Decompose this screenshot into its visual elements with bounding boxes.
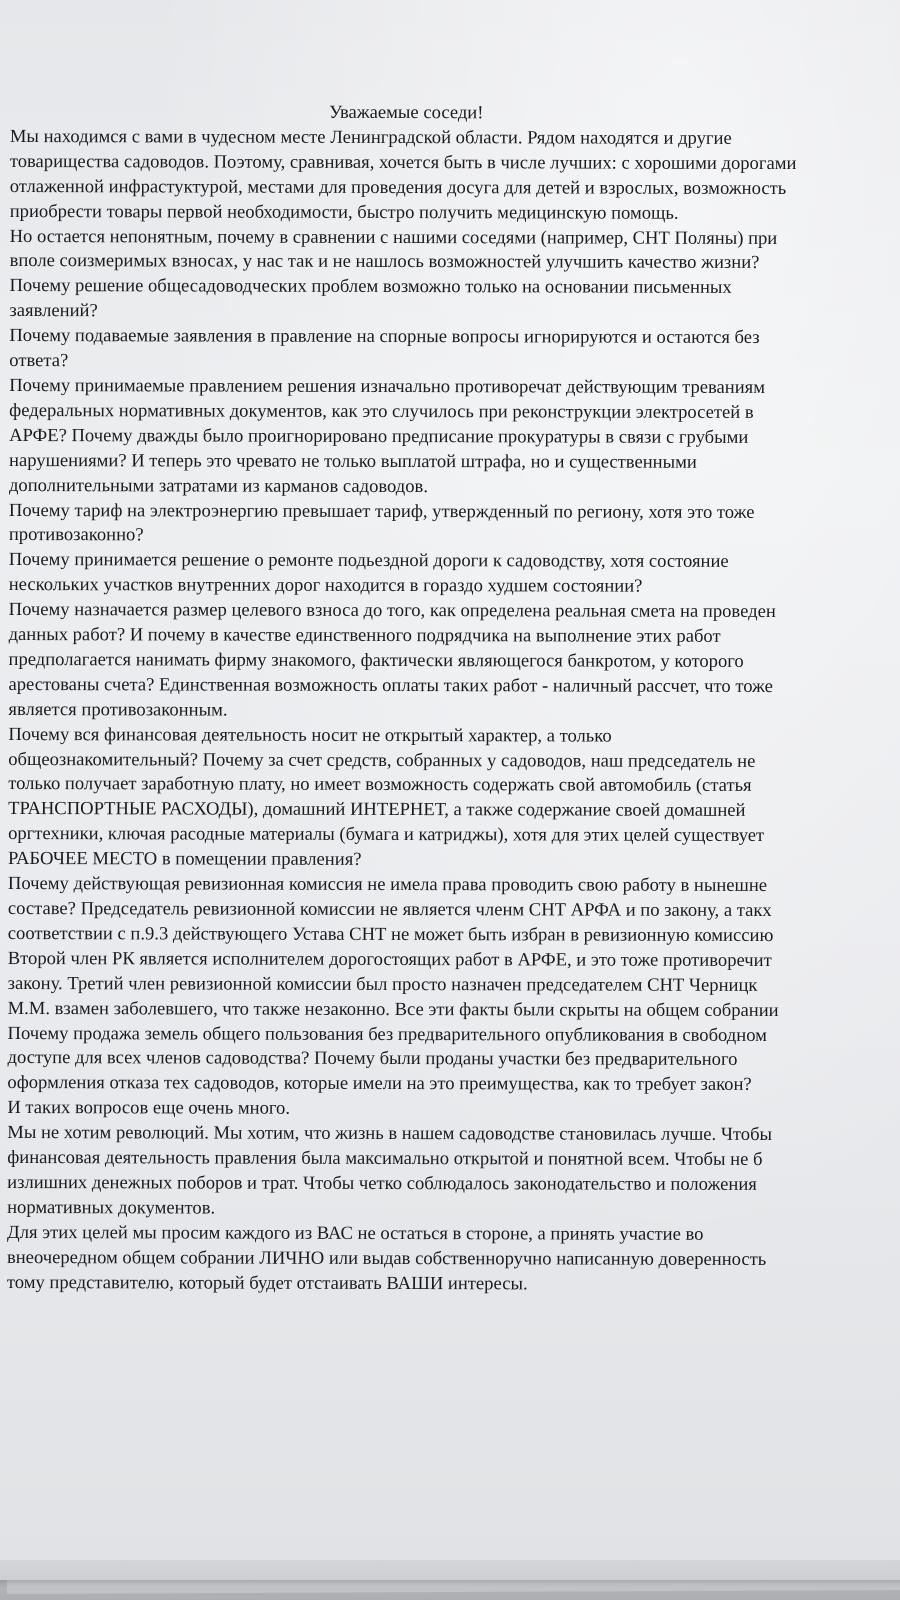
letter-line: Почему принимается решение о ремонте подьездной дороги к садоводству, хотя состояние bbox=[8, 549, 729, 573]
letter-line: только получает заработную плату, но имеет возможность содержать свой автомобиль (статья bbox=[8, 773, 752, 797]
letter-line: общеознакомительный? Почему за счет средств, собранных у садоводов, наш председатель не bbox=[8, 748, 756, 772]
letter-line: заявлений? bbox=[9, 300, 98, 322]
letter-line: Почему действующая ревизионная комиссия не имела права проводить свою работу в нынешне bbox=[7, 873, 768, 897]
letter-text bbox=[7, 100, 900, 1298]
letter-line: тому представителю, который будет отстаивать ВАШИ интересы. bbox=[6, 1271, 528, 1294]
letter-line: Почему продажа земель общего пользования без предварительного опубликования в свободном bbox=[7, 1022, 767, 1046]
letter-line: ответа? bbox=[9, 350, 69, 372]
letter-line: излишних денежных поборов и трат. Чтобы четко соблюдалось законодательство и положения bbox=[7, 1171, 757, 1195]
letter-line: финансовая деятельность правления была максимально открытой и понятной всем. Чтобы не б bbox=[7, 1147, 763, 1171]
page-bottom-edge bbox=[0, 1560, 900, 1600]
letter-line: И таких вопросов еще очень много. bbox=[7, 1097, 291, 1119]
letter-line: нескольких участков внутренних дорог находится в гораздо худшем состоянии? bbox=[8, 574, 643, 597]
letter-body bbox=[6, 100, 900, 1296]
letter-line: Мы находимся с вами в чудесном месте Ленинградской области. Рядом находятся и другие bbox=[9, 125, 732, 149]
letter-line: арестованы счета? Единственная возможность оплаты таких работ - наличный рассчет, что тоже bbox=[8, 673, 773, 697]
letter-line: составе? Председатель ревизионной комиссии не является членм СНТ АРФА и по закону, а такх bbox=[7, 897, 772, 921]
letter-line: отлаженной инфрастуктурой, местами для проведения досуга для детей и взрослых, возможность bbox=[9, 175, 787, 199]
letter-line: нормативных документов. bbox=[7, 1196, 216, 1219]
letter-line: приобрести товары первой необходимости, быстро получить медицинскую помощь. bbox=[9, 200, 679, 224]
letter-line: предполагается нанимать фирму знакомого, фактически являющегося банкротом, у которого bbox=[8, 648, 744, 672]
letter-line: оформления отказа тех садоводов, которые имели на это преимущества, как то требует закон? bbox=[7, 1072, 752, 1096]
letter-line: противозаконно? bbox=[8, 524, 144, 546]
letter-line: Почему принимаемые правлением решения изначально противоречат действующим треваниям bbox=[9, 374, 766, 398]
letter-line: товарищества садоводов. Поэтому, сравнивая, хочется быть в числе лучших: с хорошими дорогами bbox=[9, 150, 797, 174]
letter-line: ТРАНСПОРТНЫЕ РАСХОДЫ), домашний ИНТЕРНЕТ, а также содержание своей домашней bbox=[8, 798, 746, 822]
letter-line: Почему решение общесадоводческих проблем возможно только на основании письменных bbox=[9, 275, 732, 299]
letter-line: АРФЕ? Почему дважды было проигнорировано предписание прокуратуры в связи с грубыми bbox=[9, 424, 749, 448]
letter-line: Второй член РК является исполнителем дорогостоящих работ в АРФЕ, и это тоже противоречит bbox=[7, 947, 772, 971]
letter-line: является противозаконным. bbox=[8, 698, 228, 721]
letter-line: Для этих целей мы просим каждого из ВАС не остаться в стороне, а принять участие во bbox=[7, 1221, 704, 1245]
letter-line: закону. Третий член ревизионной комиссии был просто назначен председателем СНТ Черницк bbox=[7, 972, 758, 996]
letter-line: Почему подаваемые заявления в правление на спорные вопросы игнорируются и остаются без bbox=[9, 325, 760, 349]
letter-line: оргтехники, ключая расодные материалы (бумага и катриджы), хотя для этих целей существует bbox=[8, 823, 765, 847]
letter-line: нарушениями? И теперь это чревато не только выплатой штрафа, но и существенными bbox=[9, 449, 697, 473]
letter-line: данных работ? И почему в качестве единственного подрядчика на выполнение этих работ bbox=[8, 624, 721, 647]
letter-line: Но остается непонятным, почему в сравнении с нашими соседями (например, СНТ Поляны) при bbox=[9, 225, 778, 249]
letter-line: доступе для всех членов садоводства? Почему были проданы участки без предварительного bbox=[7, 1047, 738, 1071]
letter-lines bbox=[7, 125, 900, 1298]
letter-line: дополнительными затратами из карманов садоводов. bbox=[8, 474, 429, 497]
letter-line: вполе соизмеримых взносах, у нас так и не нашлось возможностей улучшить качество жизни? bbox=[9, 250, 760, 274]
letter-line: Мы не хотим революций. Мы хотим, что жизнь в нашем садоводстве становилась лучше. Чтобы bbox=[7, 1122, 773, 1146]
letter-line: Почему назначается размер целевого взноса до того, как определена реальная смета на проведен bbox=[8, 599, 776, 623]
letter-line: Почему тариф на электроэнергию превышает тариф, утвержденный по региону, хотя это тоже bbox=[8, 499, 755, 523]
letter-line: М.М. взамен заболевшего, что также незаконно. Все эти факты были скрыты на общем собрании bbox=[7, 997, 779, 1021]
letter-line: Почему вся финансовая деятельность носит не открытый характер, а только bbox=[8, 723, 612, 747]
letter-greeting: Уважаемые соседи! bbox=[328, 101, 484, 124]
letter-line: внеочередном общем собрании ЛИЧНО или выдав собственноручно написанную доверенность bbox=[6, 1246, 767, 1270]
letter-line: РАБОЧЕЕ МЕСТО в помещении правления? bbox=[7, 848, 362, 871]
letter-line: соответствии с п.9.3 действующего Устава СНТ не может быть избран в ревизионную комиссию bbox=[7, 922, 774, 946]
letter-line: федеральных нормативных документов, как это случилось при реконструкции электросетей в bbox=[9, 399, 754, 423]
